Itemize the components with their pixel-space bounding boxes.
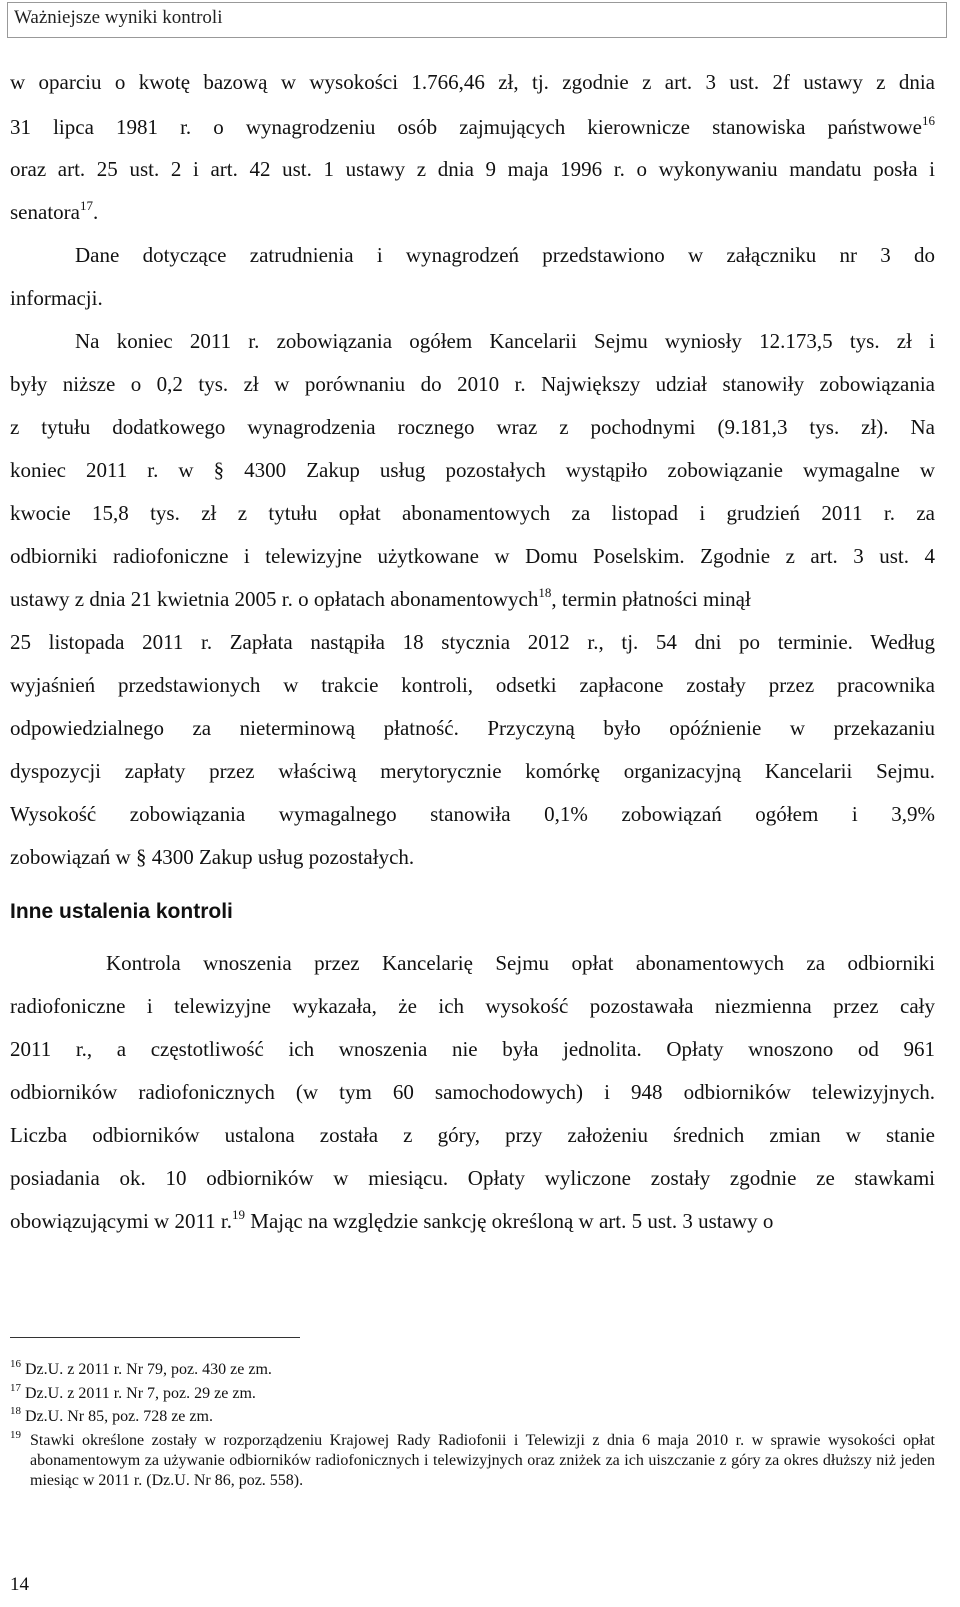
section-line: 2011 r., a częstotliwość ich wnoszenia nie była jednolita. Opłaty wnoszono od 961 (10, 1037, 935, 1061)
body-line: kwocie 15,8 tys. zł z tytułu opłat abonamentowych za listopad i grudzień 2011 r. za (10, 501, 935, 525)
body-line: informacji. (10, 286, 103, 310)
section-line: radiofoniczne i telewizyjne wykazała, że ich wysokość pozostawała niezmienna przez cały (10, 994, 935, 1018)
body-line: w oparciu o kwotę bazową w wysokości 1.766,46 zł, tj. zgodnie z art. 3 ust. 2f ustawy z dnia (10, 70, 935, 94)
body-line: odpowiedzialnego za nieterminową płatność. Przyczyną było opóźnienie w przekazaniu (10, 716, 935, 740)
section-line: odbiorników radiofonicznych (w tym 60 samochodowych) i 948 odbiorników telewizyjnych. (10, 1080, 935, 1104)
footnote-ref-16: 16 (922, 113, 935, 128)
body-line: były niższe o 0,2 tys. zł w porównaniu do 2010 r. Największy udział stanowiły zobowiązania (10, 372, 935, 396)
body-line: oraz art. 25 ust. 2 i art. 42 ust. 1 ustawy z dnia 9 maja 1996 r. o wykonywaniu mandatu posła i (10, 157, 935, 181)
section-line: Liczba odbiorników ustalona została z góry, przy założeniu średnich zmian w stanie (10, 1123, 935, 1147)
footnote: Stawki określone zostały w rozporządzeniu Krajowej Rady Radiofonii i Telewizji z dnia 6 maja 2010 r. w sprawie wysokości opłat abonamentowym za używanie odbiorników radiofonicznych i telewizyjnych oraz zniżek za ich uiszczanie z góry za okres dłuższy niż jeden miesiąc w 2011 r. (Dz.U. Nr 86, poz. 558). (30, 1432, 935, 1489)
body-line: Na koniec 2011 r. zobowiązania ogółem Kancelarii Sejmu wyniosły 12.173,5 tys. zł i (75, 329, 935, 353)
section-line: Kontrola wnoszenia przez Kancelarię Sejmu opłat abonamentowych za odbiorniki (106, 951, 935, 975)
body-line: dyspozycji zapłaty przez właściwą merytorycznie komórkę organizacyjną Kancelarii Sejmu. (10, 759, 935, 783)
page-number: 14 (10, 1574, 29, 1595)
footnote-marker: 19 (10, 1429, 21, 1441)
body-line: odbiorniki radiofoniczne i telewizyjne użytkowane w Domu Poselskim. Zgodnie z art. 3 ust. 4 (10, 544, 935, 568)
section-line: posiadania ok. 10 odbiorników w miesiącu. Opłaty wyliczone zostały zgodnie ze stawkami (10, 1166, 935, 1190)
body-line: koniec 2011 r. w § 4300 Zakup usług pozostałych wystąpiło zobowiązanie wymagalne w (10, 458, 935, 482)
footnote: $^{18}$ Dz.U. Nr 85, poz. 728 ze zm. (10, 1405, 213, 1425)
body-line: Dane dotyczące zatrudnienia i wynagrodzeń przedstawiono w załączniku nr 3 do (75, 243, 935, 267)
running-header-title: Ważniejsze wyniki kontroli (14, 7, 223, 28)
running-header (7, 2, 947, 38)
body-line: z tytułu dodatkowego wynagrodzenia rocznego wraz z pochodnymi (9.181,3 tys. zł). Na (10, 415, 935, 439)
footnote: $^{17}$ Dz.U. z 2011 r. Nr 7, poz. 29 ze zm. (10, 1382, 256, 1402)
footnote: $^{16}$ Dz.U. z 2011 r. Nr 79, poz. 430 ze zm. (10, 1358, 272, 1378)
footnote-ref-18: 18 (538, 585, 552, 600)
footnote-divider (10, 1337, 300, 1338)
section-line: obowiązującymi w 2011 r.$^{19}$ Mając na względzie sankcję określoną w art. 5 ust. 3 ustawy o (10, 1207, 774, 1233)
footnote-ref-17: 17 (79, 198, 93, 213)
body-line: 31 lipca 1981 r. o wynagrodzeniu osób zajmujących kierownicze stanowiska państwowe$^{16}$ (10, 113, 935, 139)
body-line: Wysokość zobowiązania wymagalnego stanowiła 0,1% zobowiązań ogółem i 3,9% (10, 802, 935, 826)
section-heading: Inne ustalenia kontroli (10, 900, 233, 923)
body-line: 25 listopada 2011 r. Zapłata nastąpiła 18 stycznia 2012 r., tj. 54 dni po terminie. Według (10, 630, 935, 654)
body-line: wyjaśnień przedstawionych w trakcie kontroli, odsetki zapłacone zostały przez pracownika (10, 673, 935, 697)
body-line: senatora$^{17}$. (10, 198, 99, 224)
body-line: zobowiązań w § 4300 Zakup usług pozostałych. (10, 845, 415, 869)
body-line: ustawy z dnia 21 kwietnia 2005 r. o opłatach abonamentowych$^{18}$, termin płatności minął (10, 585, 751, 611)
footnote-ref-19: 19 (232, 1207, 246, 1222)
